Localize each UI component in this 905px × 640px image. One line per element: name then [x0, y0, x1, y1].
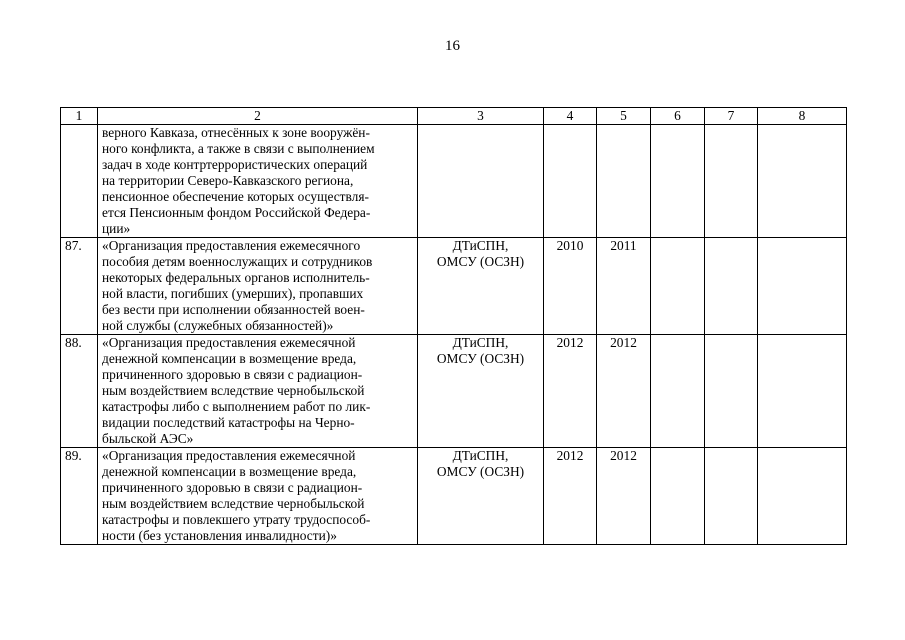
header-cell-4: 4	[544, 108, 597, 125]
service-name-line: пенсионное обеспечение которых осуществля-	[102, 189, 369, 204]
end-year	[597, 125, 651, 238]
table-row	[61, 238, 847, 335]
start-year: 2012	[544, 448, 597, 545]
end-year: 2012	[597, 335, 651, 448]
executor-line: ДТиСПН,	[452, 448, 509, 463]
header-cell-7: 7	[705, 108, 758, 125]
executor-line: ОМСУ (ОСЗН)	[436, 254, 525, 269]
service-name-line: ется Пенсионным фондом Российской Федера-	[102, 205, 371, 220]
executor	[418, 125, 544, 238]
header-cell-8: 8	[758, 108, 847, 125]
column-8-cell	[758, 448, 847, 545]
row-number: 89.	[61, 448, 98, 545]
executor-line: ОМСУ (ОСЗН)	[436, 464, 525, 479]
service-name	[98, 335, 418, 448]
executor	[418, 238, 544, 335]
column-7-cell	[705, 125, 758, 238]
executor-line: ДТиСПН,	[452, 238, 509, 253]
service-name	[98, 448, 418, 545]
service-name	[98, 125, 418, 238]
service-name-line: «Организация предоставления ежемесячного	[102, 238, 361, 253]
service-name-line: «Организация предоставления ежемесячной	[102, 448, 356, 463]
column-7-cell	[705, 335, 758, 448]
start-year	[544, 125, 597, 238]
service-name-line: «Организация предоставления ежемесячной	[102, 335, 356, 350]
executor-line: ОМСУ (ОСЗН)	[436, 351, 525, 366]
column-8-cell	[758, 238, 847, 335]
column-8-cell	[758, 125, 847, 238]
executor	[418, 448, 544, 545]
service-name-line: пособия детям военнослужащих и сотрудников	[102, 254, 373, 269]
header-cell-5: 5	[597, 108, 651, 125]
start-year: 2010	[544, 238, 597, 335]
row-number: 88.	[61, 335, 98, 448]
header-cell-1: 1	[61, 108, 98, 125]
column-7-cell	[705, 238, 758, 335]
service-name-line: причиненного здоровью в связи с радиацион-	[102, 367, 363, 382]
table-row	[61, 335, 847, 448]
start-year: 2012	[544, 335, 597, 448]
header-cell-3: 3	[418, 108, 544, 125]
executor-line: ДТиСПН,	[452, 335, 509, 350]
end-year: 2011	[597, 238, 651, 335]
executor	[418, 335, 544, 448]
service-name-line: верного Кавказа, отнесённых к зоне вооружён-	[102, 125, 370, 140]
service-name-line: ного конфликта, а также в связи с выполнением	[102, 141, 375, 156]
end-year: 2012	[597, 448, 651, 545]
service-name-line: видации последствий катастрофы на Черно-	[102, 415, 355, 430]
table-row	[61, 448, 847, 545]
service-name-line: денежной компенсации в возмещение вреда,	[102, 351, 357, 366]
service-name-line: ции»	[102, 221, 131, 236]
service-name-line: быльской АЭС»	[102, 431, 194, 446]
column-8-cell	[758, 335, 847, 448]
service-name-line: катастрофы либо с выполнением работ по лик-	[102, 399, 371, 414]
table-row	[61, 125, 847, 238]
service-name-line: денежной компенсации в возмещение вреда,	[102, 464, 357, 479]
header-cell-2: 2	[98, 108, 418, 125]
service-name-line: ной службы (служебных обязанностей)»	[102, 318, 334, 333]
service-name-line: ным воздействием вследствие чернобыльской	[102, 383, 365, 398]
service-name-line: ной власти, погибших (умерших), пропавших	[102, 286, 364, 301]
service-name-line: ности (без установления инвалидности)»	[102, 528, 337, 543]
column-6-cell	[651, 448, 705, 545]
service-name-line: ным воздействием вследствие чернобыльской	[102, 496, 365, 511]
table-header-row	[61, 108, 847, 125]
service-name-line: причиненного здоровью в связи с радиацион-	[102, 480, 363, 495]
services-table	[60, 107, 847, 545]
service-name-line: катастрофы и повлекшего утрату трудоспособ-	[102, 512, 371, 527]
row-number	[61, 125, 98, 238]
header-cell-6: 6	[651, 108, 705, 125]
service-name-line: некоторых федеральных органов исполнитель-	[102, 270, 370, 285]
column-7-cell	[705, 448, 758, 545]
service-name	[98, 238, 418, 335]
column-6-cell	[651, 125, 705, 238]
column-6-cell	[651, 335, 705, 448]
service-name-line: без вести при исполнении обязанностей воен-	[102, 302, 365, 317]
page-number: 16	[445, 38, 460, 54]
row-number: 87.	[61, 238, 98, 335]
service-name-line: задач в ходе контртеррористических операций	[102, 157, 368, 172]
service-name-line: на территории Северо-Кавказского региона,	[102, 173, 354, 188]
column-6-cell	[651, 238, 705, 335]
